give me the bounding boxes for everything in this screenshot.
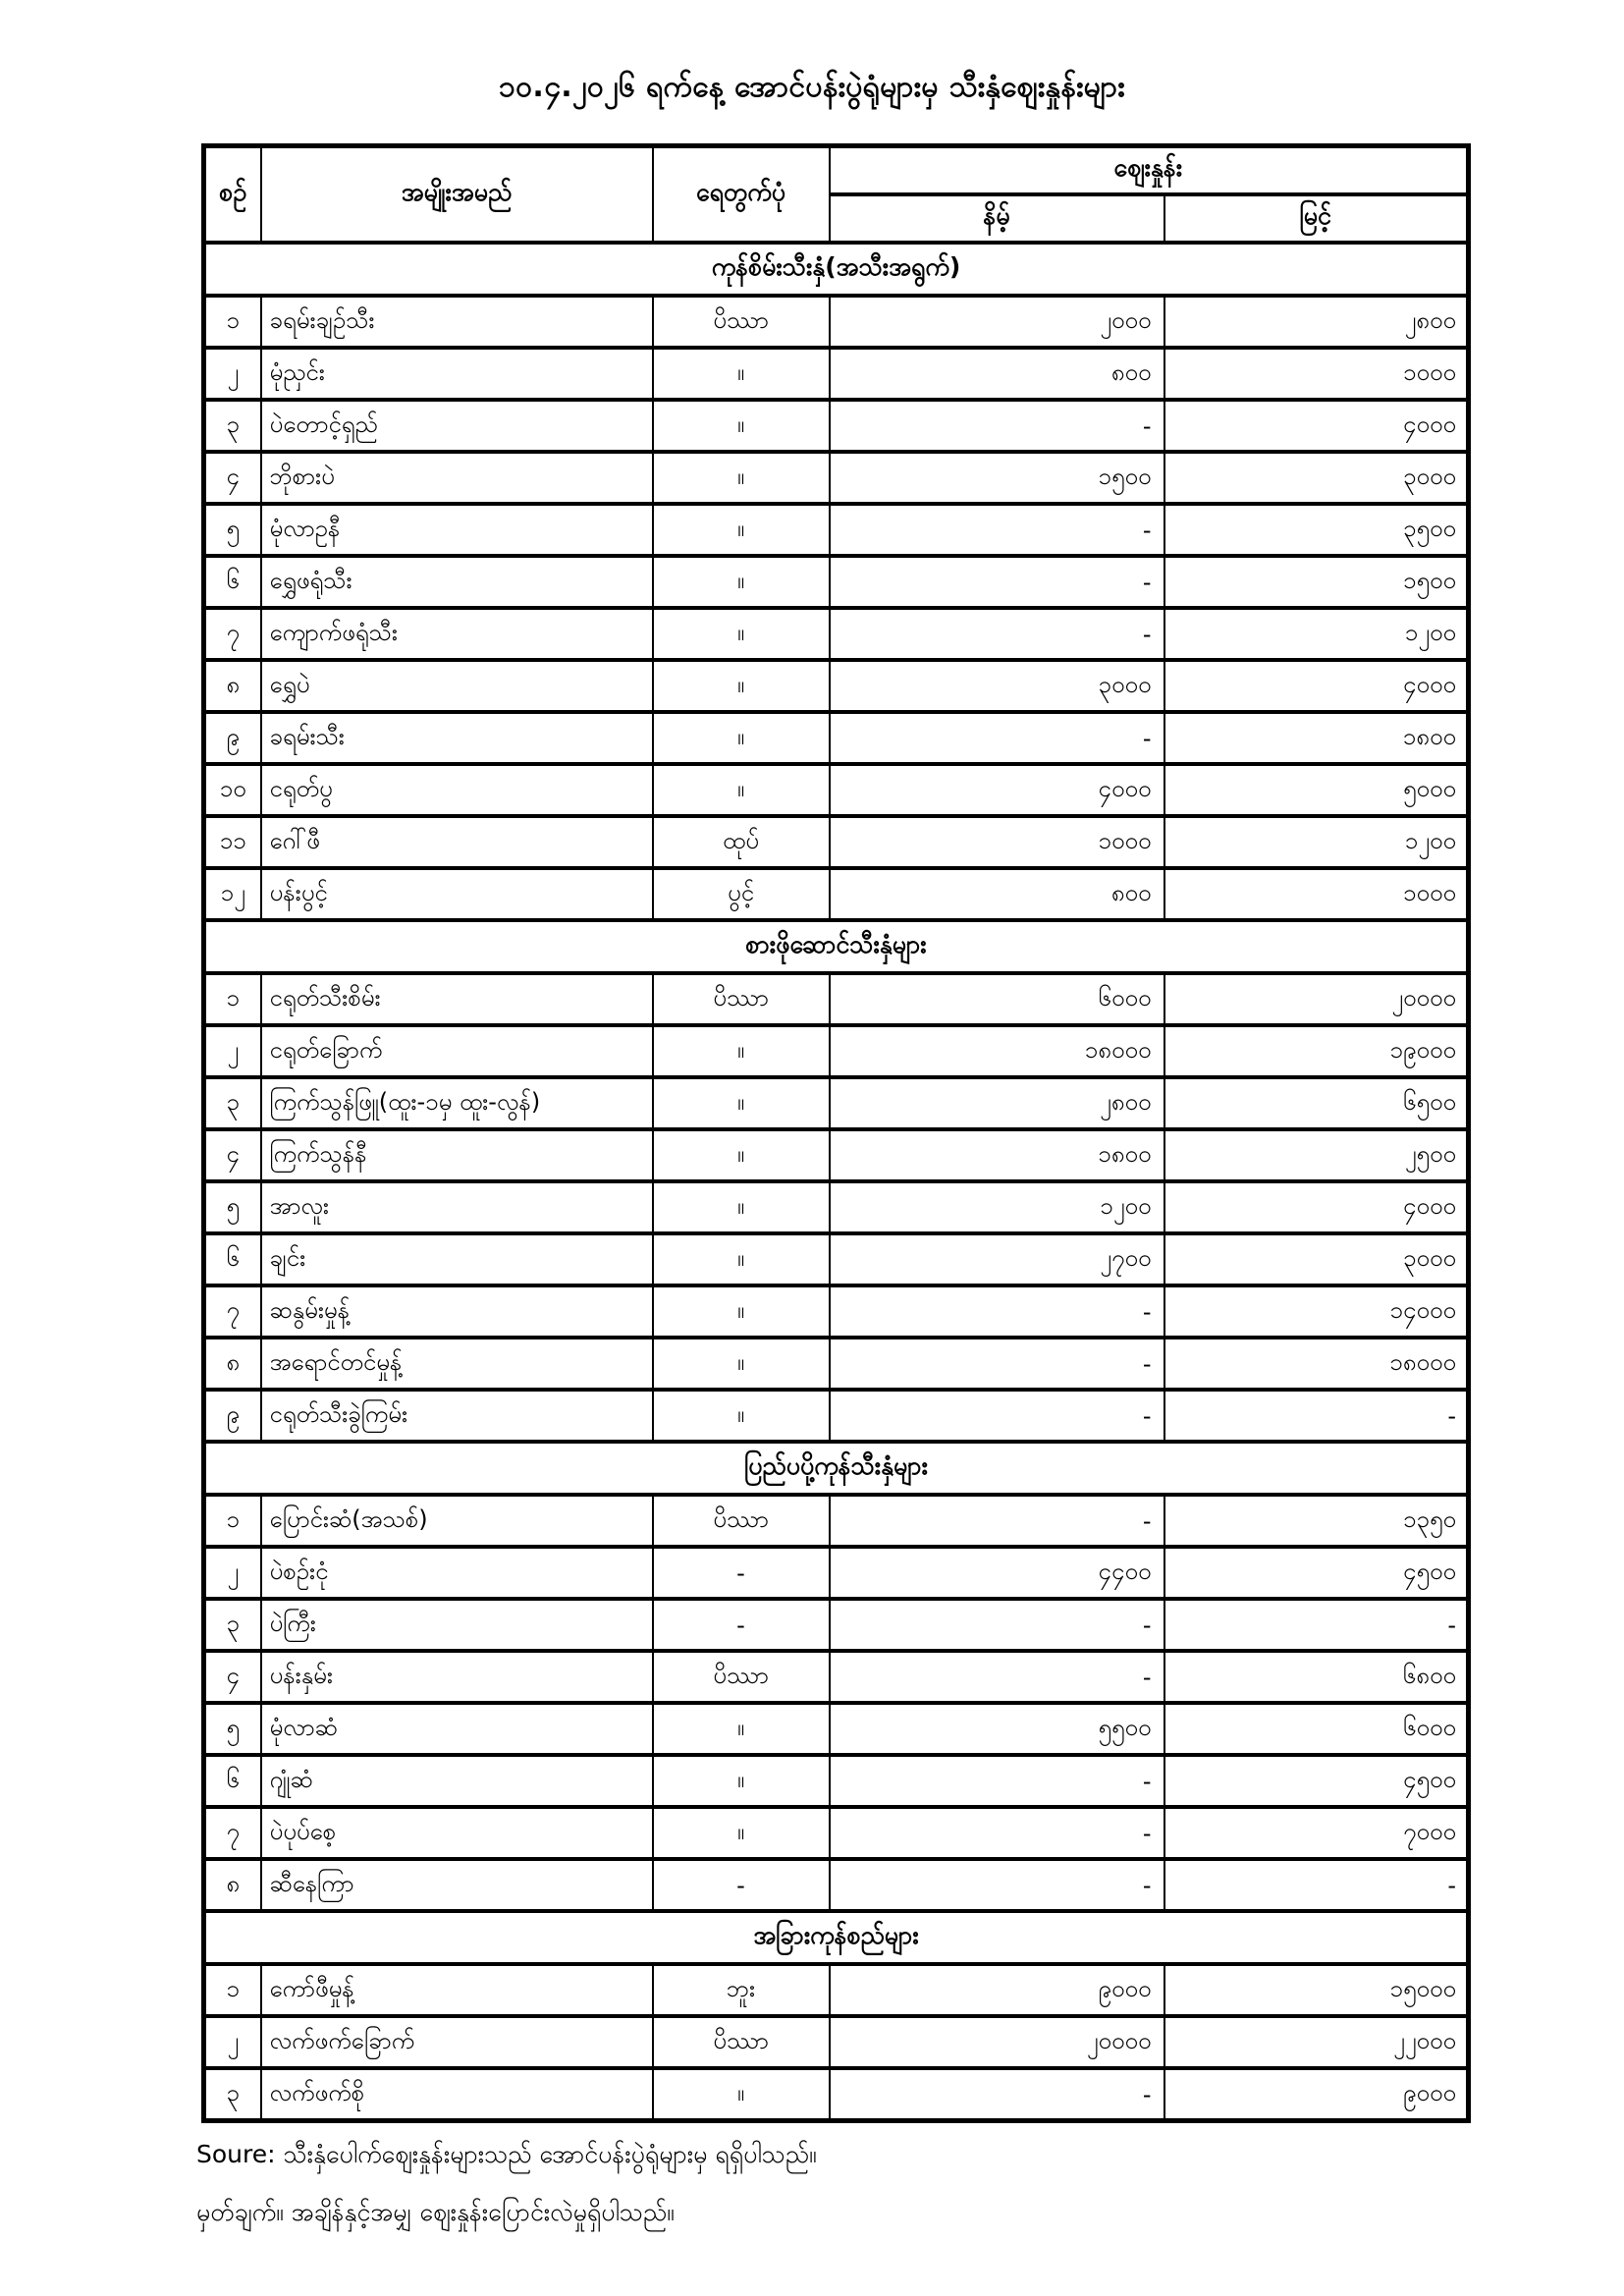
cell-name: ရွှေပဲ bbox=[261, 660, 653, 712]
cell-unit: ။ bbox=[653, 764, 830, 816]
cell-low: ၄၄၀၀ bbox=[830, 1547, 1164, 1599]
cell-low: - bbox=[830, 1755, 1164, 1807]
cell-no: ၃ bbox=[204, 1599, 261, 1651]
table-row bbox=[204, 1077, 1469, 1129]
cell-high: ၁၅၀၀၀ bbox=[1164, 1964, 1469, 2016]
cell-unit: ။ bbox=[653, 1129, 830, 1181]
cell-name: ချင်း bbox=[261, 1233, 653, 1285]
cell-name: ပဲပုပ်စေ့ bbox=[261, 1807, 653, 1859]
cell-no: ၂ bbox=[204, 2016, 261, 2068]
cell-name: ခရမ်းချဉ်သီး bbox=[261, 296, 653, 348]
cell-high: ၃၀၀၀ bbox=[1164, 452, 1469, 504]
cell-name: ငရုတ်ခြောက် bbox=[261, 1025, 653, 1077]
cell-high: ၁၃၅၀ bbox=[1164, 1495, 1469, 1547]
table-row bbox=[204, 1129, 1469, 1181]
cell-name: ဆနွမ်းမှုန့် bbox=[261, 1285, 653, 1338]
cell-low: ၂၈၀၀ bbox=[830, 1077, 1164, 1129]
cell-unit: ။ bbox=[653, 1233, 830, 1285]
header-row-top bbox=[204, 146, 1469, 195]
cell-unit: ပိဿာ bbox=[653, 1651, 830, 1703]
cell-name: ပဲကြီး bbox=[261, 1599, 653, 1651]
table-row bbox=[204, 1181, 1469, 1233]
section-title: ကုန်စိမ်းသီးနှံ(အသီးအရွက်) bbox=[204, 243, 1469, 296]
cell-no: ၆ bbox=[204, 556, 261, 608]
cell-no: ၂ bbox=[204, 1547, 261, 1599]
cell-high: ၃၀၀၀ bbox=[1164, 1233, 1469, 1285]
cell-low: - bbox=[830, 1599, 1164, 1651]
table-row bbox=[204, 556, 1469, 608]
cell-no: ၁ bbox=[204, 1495, 261, 1547]
table-row bbox=[204, 400, 1469, 452]
cell-unit: - bbox=[653, 1599, 830, 1651]
cell-unit: ။ bbox=[653, 608, 830, 660]
cell-low: ၉၀၀၀ bbox=[830, 1964, 1164, 2016]
table-row bbox=[204, 1547, 1469, 1599]
cell-low: - bbox=[830, 1807, 1164, 1859]
cell-unit: ။ bbox=[653, 1285, 830, 1338]
section-title: အခြားကုန်စည်များ bbox=[204, 1911, 1469, 1964]
cell-high: ၄၅၀၀ bbox=[1164, 1755, 1469, 1807]
section-title: စားဖိုဆောင်သီးနှံများ bbox=[204, 920, 1469, 973]
cell-name: ကျောက်ဖရုံသီး bbox=[261, 608, 653, 660]
cell-no: ၅ bbox=[204, 504, 261, 556]
table-row bbox=[204, 1390, 1469, 1442]
col-header-low: နိမ့် bbox=[830, 194, 1164, 243]
cell-low: - bbox=[830, 556, 1164, 608]
cell-unit: ။ bbox=[653, 712, 830, 764]
col-header-high: မြင့် bbox=[1164, 194, 1469, 243]
cell-no: ၁ bbox=[204, 296, 261, 348]
cell-low: ၂၇၀၀ bbox=[830, 1233, 1164, 1285]
cell-high: ၁၄၀၀၀ bbox=[1164, 1285, 1469, 1338]
source-note: Soure: သီးနှံပေါက်ဈေးနှုန်းများသည် အောင်ပန်းပွဲရုံများမှ ရရှိပါသည်။ bbox=[196, 2140, 817, 2168]
cell-name: ဂျုံဆံ bbox=[261, 1755, 653, 1807]
cell-name: လက်ဖက်စို bbox=[261, 2068, 653, 2121]
cell-low: - bbox=[830, 1338, 1164, 1390]
cell-name: မုံလာဆံ bbox=[261, 1703, 653, 1755]
table-row bbox=[204, 504, 1469, 556]
cell-name: ဂေါ်ဖီ bbox=[261, 816, 653, 868]
table-row bbox=[204, 296, 1469, 348]
cell-no: ၆ bbox=[204, 1755, 261, 1807]
cell-no: ၅ bbox=[204, 1181, 261, 1233]
cell-high: ၄၅၀၀ bbox=[1164, 1547, 1469, 1599]
cell-no: ၅ bbox=[204, 1703, 261, 1755]
cell-low: - bbox=[830, 1390, 1164, 1442]
cell-name: ကြက်သွန်နီ bbox=[261, 1129, 653, 1181]
cell-low: ၂၀၀၀ bbox=[830, 296, 1164, 348]
cell-low: ၁၈၀၀၀ bbox=[830, 1025, 1164, 1077]
cell-unit: ။ bbox=[653, 504, 830, 556]
cell-name: ပန်းပွင့် bbox=[261, 868, 653, 920]
cell-unit: ။ bbox=[653, 1755, 830, 1807]
cell-no: ၈ bbox=[204, 1859, 261, 1911]
cell-low: - bbox=[830, 1651, 1164, 1703]
table-row bbox=[204, 1495, 1469, 1547]
table-row bbox=[204, 1338, 1469, 1390]
cell-low: ၄၀၀၀ bbox=[830, 764, 1164, 816]
cell-unit: ပိဿာ bbox=[653, 1495, 830, 1547]
cell-low: ၈၀၀ bbox=[830, 868, 1164, 920]
cell-low: - bbox=[830, 400, 1164, 452]
cell-unit: ။ bbox=[653, 1703, 830, 1755]
cell-name: ရွှေဖရုံသီး bbox=[261, 556, 653, 608]
cell-no: ၁၂ bbox=[204, 868, 261, 920]
cell-unit: ။ bbox=[653, 400, 830, 452]
section-header-row bbox=[204, 1911, 1469, 1964]
cell-no: ၆ bbox=[204, 1233, 261, 1285]
cell-unit: ။ bbox=[653, 1807, 830, 1859]
table-row bbox=[204, 1807, 1469, 1859]
cell-no: ၁၁ bbox=[204, 816, 261, 868]
table-row bbox=[204, 660, 1469, 712]
cell-high: ၃၅၀၀ bbox=[1164, 504, 1469, 556]
cell-name: ငရုတ်သီးစိမ်း bbox=[261, 973, 653, 1025]
page-title: ၁၀.၄.၂၀၂၆ ရက်နေ့ အောင်ပန်းပွဲရုံများမှ သီးနှံဈေးနှုန်းများ bbox=[499, 70, 1125, 104]
cell-name: ကော်ဖီမှုန့် bbox=[261, 1964, 653, 2016]
table-row bbox=[204, 1233, 1469, 1285]
cell-no: ၈ bbox=[204, 1338, 261, 1390]
remark-note: မှတ်ချက်။ အချိန်နှင့်အမျှ ဈေးနှုန်းပြောင်းလဲမှုရှိပါသည်။ bbox=[196, 2198, 675, 2226]
cell-low: ၁၅၀၀ bbox=[830, 452, 1164, 504]
table-row bbox=[204, 816, 1469, 868]
cell-high: ၁၅၀၀ bbox=[1164, 556, 1469, 608]
cell-low: - bbox=[830, 608, 1164, 660]
table-row bbox=[204, 1025, 1469, 1077]
cell-no: ၇ bbox=[204, 1807, 261, 1859]
cell-low: - bbox=[830, 2068, 1164, 2121]
cell-unit: ပွင့် bbox=[653, 868, 830, 920]
cell-high: ၂၈၀၀ bbox=[1164, 296, 1469, 348]
cell-unit: ဘူး bbox=[653, 1964, 830, 2016]
cell-no: ၂ bbox=[204, 348, 261, 400]
cell-no: ၁ bbox=[204, 1964, 261, 2016]
cell-high: ၅၀၀၀ bbox=[1164, 764, 1469, 816]
table-row bbox=[204, 2068, 1469, 2121]
cell-name: ဆီနေကြာ bbox=[261, 1859, 653, 1911]
col-header-no: စဉ် bbox=[204, 146, 261, 244]
cell-name: ကြက်သွန်ဖြူ(ထူး-၁မှ ထူး-လွန်) bbox=[261, 1077, 653, 1129]
cell-no: ၄ bbox=[204, 1129, 261, 1181]
cell-low: ၅၅၀၀ bbox=[830, 1703, 1164, 1755]
table-row bbox=[204, 1285, 1469, 1338]
cell-name: အာလူး bbox=[261, 1181, 653, 1233]
cell-high: ၁၈၀၀ bbox=[1164, 712, 1469, 764]
cell-name: ပြောင်းဆံ(အသစ်) bbox=[261, 1495, 653, 1547]
cell-name: ပဲစဉ်းငုံ bbox=[261, 1547, 653, 1599]
commodity-price-table bbox=[201, 143, 1471, 2123]
table-row bbox=[204, 1859, 1469, 1911]
col-header-name: အမျိုးအမည် bbox=[261, 146, 653, 244]
table-row bbox=[204, 973, 1469, 1025]
cell-low: ၁၂၀၀ bbox=[830, 1181, 1164, 1233]
cell-unit: ။ bbox=[653, 1077, 830, 1129]
cell-no: ၄ bbox=[204, 1651, 261, 1703]
cell-high: ၂၂၀၀၀ bbox=[1164, 2016, 1469, 2068]
cell-unit: ပိဿာ bbox=[653, 973, 830, 1025]
cell-high: ၁၈၀၀၀ bbox=[1164, 1338, 1469, 1390]
cell-high: ၄၀၀၀ bbox=[1164, 660, 1469, 712]
table-row bbox=[204, 2016, 1469, 2068]
table-row bbox=[204, 1651, 1469, 1703]
cell-no: ၈ bbox=[204, 660, 261, 712]
cell-high: ၂၅၀၀ bbox=[1164, 1129, 1469, 1181]
cell-no: ၉ bbox=[204, 712, 261, 764]
cell-unit: ထုပ် bbox=[653, 816, 830, 868]
cell-unit: ။ bbox=[653, 348, 830, 400]
cell-low: - bbox=[830, 1285, 1164, 1338]
cell-unit: ။ bbox=[653, 1181, 830, 1233]
table-row bbox=[204, 764, 1469, 816]
table-row bbox=[204, 1755, 1469, 1807]
section-header-row bbox=[204, 1442, 1469, 1495]
cell-low: - bbox=[830, 1859, 1164, 1911]
cell-name: ငရုတ်ပွ bbox=[261, 764, 653, 816]
cell-high: ၁၂၀၀ bbox=[1164, 816, 1469, 868]
cell-low: ၂၀၀၀၀ bbox=[830, 2016, 1164, 2068]
cell-unit: ။ bbox=[653, 452, 830, 504]
footer bbox=[196, 2139, 1624, 2233]
cell-name: ခရမ်းသီး bbox=[261, 712, 653, 764]
cell-unit: ပိဿာ bbox=[653, 296, 830, 348]
cell-high: ၇၀၀၀ bbox=[1164, 1807, 1469, 1859]
cell-name: လက်ဖက်ခြောက် bbox=[261, 2016, 653, 2068]
table-header bbox=[204, 146, 1469, 244]
table-row bbox=[204, 608, 1469, 660]
cell-no: ၄ bbox=[204, 452, 261, 504]
cell-high: ၉၀၀၀ bbox=[1164, 2068, 1469, 2121]
cell-no: ၁၀ bbox=[204, 764, 261, 816]
cell-unit: ။ bbox=[653, 1338, 830, 1390]
cell-no: ၃ bbox=[204, 400, 261, 452]
cell-unit: ပိဿာ bbox=[653, 2016, 830, 2068]
cell-no: ၁ bbox=[204, 973, 261, 1025]
cell-no: ၂ bbox=[204, 1025, 261, 1077]
cell-name: ပန်းနှမ်း bbox=[261, 1651, 653, 1703]
cell-high: ၁၂၀၀ bbox=[1164, 608, 1469, 660]
cell-low: - bbox=[830, 504, 1164, 556]
cell-high: ၂၀၀၀၀ bbox=[1164, 973, 1469, 1025]
table-row bbox=[204, 1599, 1469, 1651]
cell-high: ၄၀၀၀ bbox=[1164, 400, 1469, 452]
col-header-price: ဈေးနှုန်း bbox=[830, 146, 1469, 195]
cell-low: - bbox=[830, 712, 1164, 764]
cell-no: ၇ bbox=[204, 1285, 261, 1338]
cell-high: - bbox=[1164, 1859, 1469, 1911]
col-header-unit: ရေတွက်ပုံ bbox=[653, 146, 830, 244]
cell-name: ဘိုစားပဲ bbox=[261, 452, 653, 504]
cell-low: ၈၀၀ bbox=[830, 348, 1164, 400]
cell-high: ၆၀၀၀ bbox=[1164, 1703, 1469, 1755]
cell-name: ပဲတောင့်ရှည် bbox=[261, 400, 653, 452]
table-row bbox=[204, 1703, 1469, 1755]
cell-name: မုံညှင်း bbox=[261, 348, 653, 400]
cell-unit: ။ bbox=[653, 1025, 830, 1077]
table-body bbox=[204, 243, 1469, 2121]
section-header-row bbox=[204, 243, 1469, 296]
cell-high: - bbox=[1164, 1390, 1469, 1442]
table-row bbox=[204, 1964, 1469, 2016]
cell-unit: - bbox=[653, 1547, 830, 1599]
cell-no: ၉ bbox=[204, 1390, 261, 1442]
cell-high: ၁၀၀၀ bbox=[1164, 348, 1469, 400]
cell-unit: - bbox=[653, 1859, 830, 1911]
table-row bbox=[204, 868, 1469, 920]
section-header-row bbox=[204, 920, 1469, 973]
cell-high: ၁၀၀၀ bbox=[1164, 868, 1469, 920]
cell-name: ငရုတ်သီးခွဲကြမ်း bbox=[261, 1390, 653, 1442]
cell-low: ၃၀၀၀ bbox=[830, 660, 1164, 712]
cell-unit: ။ bbox=[653, 2068, 830, 2121]
cell-low: ၆၀၀၀ bbox=[830, 973, 1164, 1025]
table-row bbox=[204, 712, 1469, 764]
table-row bbox=[204, 348, 1469, 400]
table-row bbox=[204, 452, 1469, 504]
cell-unit: ။ bbox=[653, 556, 830, 608]
cell-unit: ။ bbox=[653, 660, 830, 712]
cell-high: - bbox=[1164, 1599, 1469, 1651]
cell-high: ၆၈၀၀ bbox=[1164, 1651, 1469, 1703]
cell-low: ၁၀၀၀ bbox=[830, 816, 1164, 868]
cell-high: ၄၀၀၀ bbox=[1164, 1181, 1469, 1233]
cell-high: ၁၉၀၀၀ bbox=[1164, 1025, 1469, 1077]
cell-no: ၃ bbox=[204, 2068, 261, 2121]
cell-low: ၁၈၀၀ bbox=[830, 1129, 1164, 1181]
cell-high: ၆၅၀၀ bbox=[1164, 1077, 1469, 1129]
cell-unit: ။ bbox=[653, 1390, 830, 1442]
cell-name: မုံလာဥနီ bbox=[261, 504, 653, 556]
cell-name: အရောင်တင်မှုန့် bbox=[261, 1338, 653, 1390]
cell-low: - bbox=[830, 1495, 1164, 1547]
cell-no: ၃ bbox=[204, 1077, 261, 1129]
cell-no: ၇ bbox=[204, 608, 261, 660]
section-title: ပြည်ပပို့ကုန်သီးနှံများ bbox=[204, 1442, 1469, 1495]
